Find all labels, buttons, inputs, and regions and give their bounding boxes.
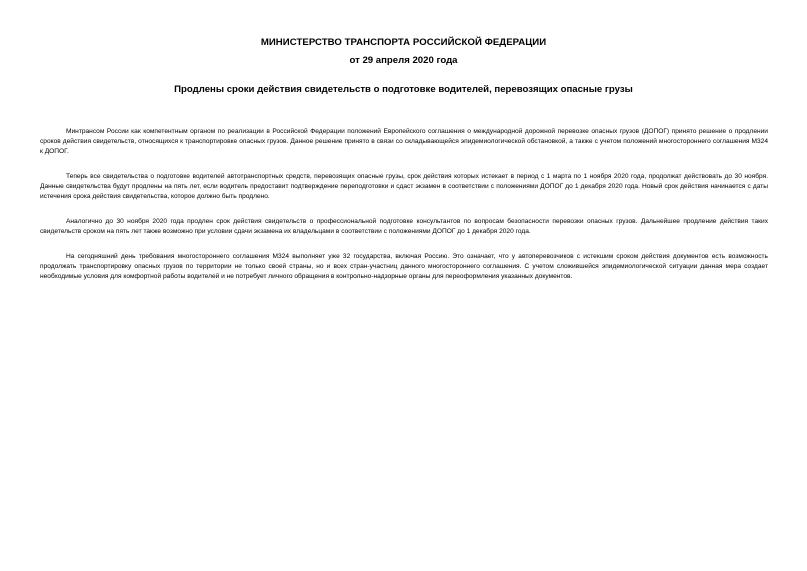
paragraph-4: На сегодняшний день требования многостороннего соглашения М324 выполняет уже 32 государства, включая Россию. Это означает, что у автоперевозчиков с истекшим сроком действия документов есть возможность продолжать транспортировку опасных грузов по территории не только своей страны, но и всех стран-участниц данного многостороннего соглашения. С учетом сложившейся эпидемиологической ситуации данная мера создает необходимые условия для комфортной работы водителей и не потребует личного обращения в контрольно-надзорные органы для переоформления указанных документов. [40, 253, 768, 280]
ministry-heading: МИНИСТЕРСТВО ТРАНСПОРТА РОССИЙСКОЙ ФЕДЕРАЦИИ [260, 37, 547, 48]
document-date: от 29 апреля 2020 года [349, 55, 458, 66]
paragraph-2: Теперь все свидетельства о подготовке водителей автотранспортных средств, перевозящих опасные грузы, срок действия которых истекает в период с 1 марта по 1 ноября 2020 года, продолжат действовать до 30 ноября. Данные свидетельства будут продлены на пять лет, если водитель предоставит подтверждение переподготовки и сдаст экзамен в соответствии с положениями ДОПОГ до 1 декабря 2020 года. Новый срок действия начинается с даты истечения срока действия свидетельства, которое должно быть продлено. [40, 173, 768, 200]
document-body [40, 127, 768, 297]
paragraph-1: Минтрансом России как компетентным органом по реализации в Российской Федерации положений Европейского соглашения о международной дорожной перевозке опасных грузов (ДОПОГ) принято решение о продлении сроков действия свидетельств, относящихся к транспортировке опасных грузов. Данное решение принято в связи со складывающейся эпидемиологической обстановкой, а также с учетом положений многостороннего соглашения М324 к ДОПОГ. [40, 128, 768, 155]
paragraph-3: Аналогично до 30 ноября 2020 года продлен срок действия свидетельств о профессиональной подготовке консультантов по вопросам безопасности перевозки опасных грузов. Дальнейшее продление действия таких свидетельств сроком на пять лет также возможно при условии сдачи экзамена их владельцами в соответствии с положениями ДОПОГ до 1 декабря 2020 года. [40, 218, 768, 235]
document-title: Продлены сроки действия свидетельств о подготовке водителей, перевозящих опасные грузы [174, 84, 633, 95]
